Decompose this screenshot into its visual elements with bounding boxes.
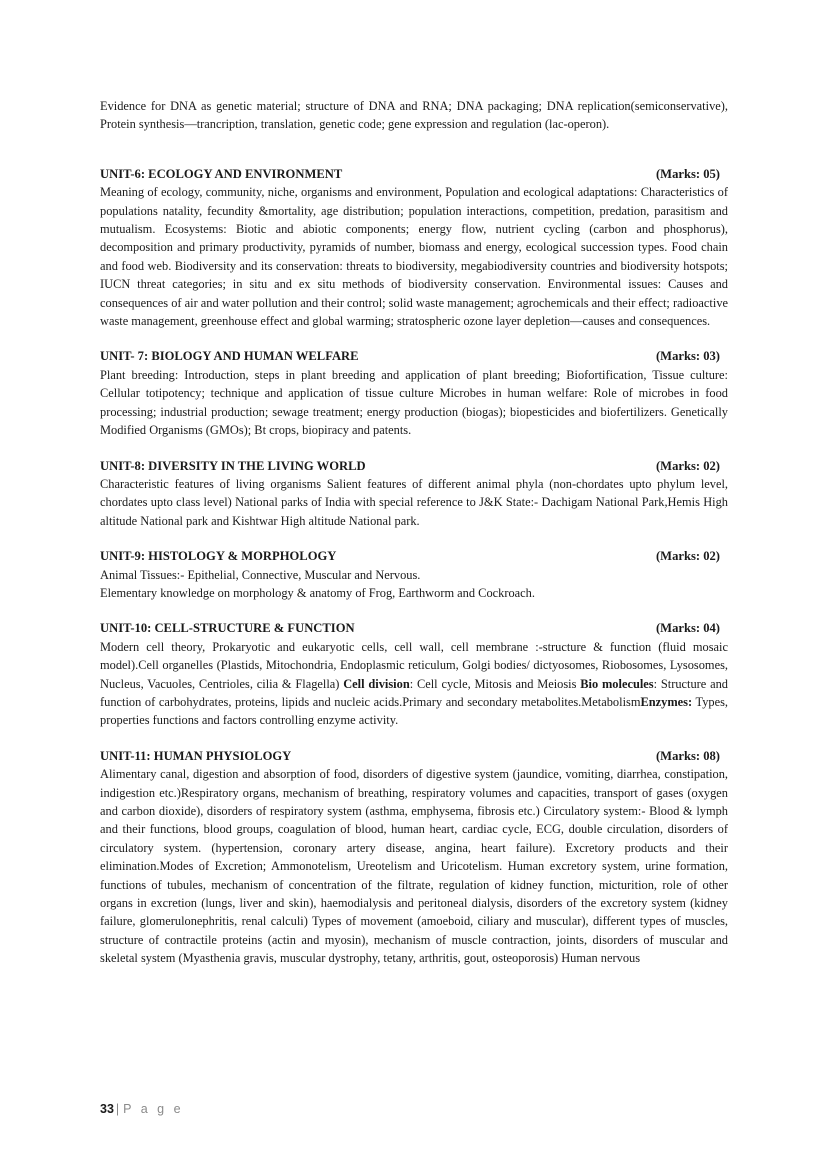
bold-term: Enzymes: <box>640 694 693 709</box>
unit-body: Meaning of ecology, community, niche, organisms and environment, Population and ecological adaptations: Characteristics of populations natality, fecundity &mortality, age distribution; population interactions, competition, predation, parasitism and mutualism. Ecosystems: Biotic and abiotic components; energy flow, nutrient cycling (carbon and phosphorus), decomposition and primary productivity, pyramids of number, biomass and energy, ecological succession types. Food chain and food web. Biodiversity and its conservation: threats to biodiversity, megabiodiversity countries and biodiversity hotspots; IUCN threat categories; in situ and ex situ methods of biodiversity conservation. Environmental issues: Causes and consequences of air and water pollution and their control; solid waste management; agrochemicals and their effect; radioactive waste management, greenhouse effect and global warming; stratospheric ozone layer depletion—causes and consequences. <box>100 185 729 329</box>
unit-title: UNIT-9: HISTOLOGY & MORPHOLOGY <box>100 549 337 564</box>
unit-10-section <box>100 619 728 729</box>
bold-term: Cell division <box>343 676 410 691</box>
unit-marks: (Marks: 08) <box>655 748 720 763</box>
unit-body <box>100 638 728 730</box>
body-text: : Structure and function of carbohydrates, proteins, lipids and nucleic acids.Primary and secondary metabolites.Metabolism <box>100 676 728 709</box>
unit-title: UNIT- 7: BIOLOGY AND HUMAN WELFARE <box>100 349 359 364</box>
body-text: Types, properties functions and factors controlling enzyme activity. <box>100 694 729 728</box>
unit-8-section <box>100 457 728 531</box>
bold-term: Bio molecules <box>580 676 654 691</box>
unit-heading <box>100 457 728 475</box>
unit-9-section <box>100 547 728 602</box>
unit-7-section <box>100 347 728 439</box>
page-number: 33 <box>100 1102 114 1116</box>
footer-separator: | <box>115 1102 120 1116</box>
unit-title: UNIT-6: ECOLOGY AND ENVIRONMENT <box>100 166 343 181</box>
unit-heading <box>100 347 728 365</box>
unit-marks: (Marks: 04) <box>655 621 720 636</box>
document-page <box>100 97 728 968</box>
intro-paragraph: Evidence for DNA as genetic material; structure of DNA and RNA; DNA packaging; DNA replication(semiconservative), Protein synthesis—trancription, translation, genetic code; gene expression and regulation (lac-operon). <box>100 99 728 132</box>
unit-heading <box>100 619 728 637</box>
body-text: Modern cell theory, Prokaryotic and eukaryotic cells, cell wall, cell membrane :-structure & function (fluid mosaic model).Cell organelles (Plastids, Mitochondria, Endoplasmic reticulum, Golgi bodies/ dictyosomes, Riobosomes, Lysosomes, Nucleus, Vacuoles, Centrioles, cilia & Flagella) <box>100 639 728 691</box>
unit-11-section <box>100 747 728 968</box>
unit-body-line: Elementary knowledge on morphology & anatomy of Frog, Earthworm and Cockroach. <box>100 585 535 600</box>
unit-heading <box>100 165 728 183</box>
unit-heading <box>100 747 728 765</box>
page-footer <box>100 1102 184 1116</box>
unit-body: Characteristic features of living organisms Salient features of different animal phyla (non-chordates upto phylum level, chordates upto class level) National parks of India with special reference to J&K State:- Dachigam National Park,Hemis High altitude National park and Kishtwar High altitude National park. <box>100 476 728 528</box>
unit-title: UNIT-10: CELL-STRUCTURE & FUNCTION <box>100 621 355 636</box>
unit-marks: (Marks: 02) <box>655 458 720 473</box>
body-text: : Cell cycle, Mitosis and Meiosis <box>409 676 581 691</box>
unit-body: Plant breeding: Introduction, steps in plant breeding and application of plant breeding; Biofortification, Tissue culture: Cellular totipotency; technique and application of tissue culture Microbes in human welfare: Role of microbes in food processing; industrial production; sewage treatment; energy production (biogas); biopesticides and biofertilizers. Genetically Modified Organisms (GMOs); Bt crops, biopiracy and patents. <box>100 367 728 438</box>
unit-marks: (Marks: 02) <box>655 549 720 564</box>
unit-title: UNIT-11: HUMAN PHYSIOLOGY <box>100 748 292 763</box>
unit-marks: (Marks: 03) <box>655 349 720 364</box>
page-label: P a g e <box>123 1102 184 1116</box>
unit-marks: (Marks: 05) <box>655 166 720 181</box>
unit-body: Alimentary canal, digestion and absorption of food, disorders of digestive system (jaundice, vomiting, diarrhea, constipation, indigestion etc.)Respiratory organs, mechanism of breathing, respiratory volumes and capacities, transport of gases (oxygen and carbon dioxide), disorders of respiratory system (asthma, emphysema, fibrosis etc.) Circulatory system:- Blood & lymph and their functions, blood groups, coagulation of blood, human heart, cardiac cycle, ECG, double circulation, disorders of circulatory system. (hypertension, coronary artery disease, angina, heart failure). Excretory products and their elimination.Modes of Excretion; Ammonotelism, Ureotelism and Uricotelism. Human excretory system, urine formation, functions of tubules, mechanism of concentration of the filtrate, regulation of kidney function, micturition, role of other organs in excretion (lungs, liver and skin), haemodialysis and peritoneal dialysis, disorders of the excretory system (kidney failure, glomerulonephritis, renal calculi) Types of movement (amoeboid, ciliary and muscular), different types of muscles, structure of contractile proteins (actin and myosin), mechanism of muscle contraction, joints, disorders of muscular and skeletal system (Myasthenia gravis, muscular dystrophy, tetany, arthritis, gout, osteoporosis) Human nervous <box>100 767 728 966</box>
unit-heading <box>100 547 728 565</box>
unit-body-line: Animal Tissues:- Epithelial, Connective, Muscular and Nervous. <box>100 567 421 582</box>
unit-6-section <box>100 165 728 331</box>
unit-title: UNIT-8: DIVERSITY IN THE LIVING WORLD <box>100 458 366 473</box>
